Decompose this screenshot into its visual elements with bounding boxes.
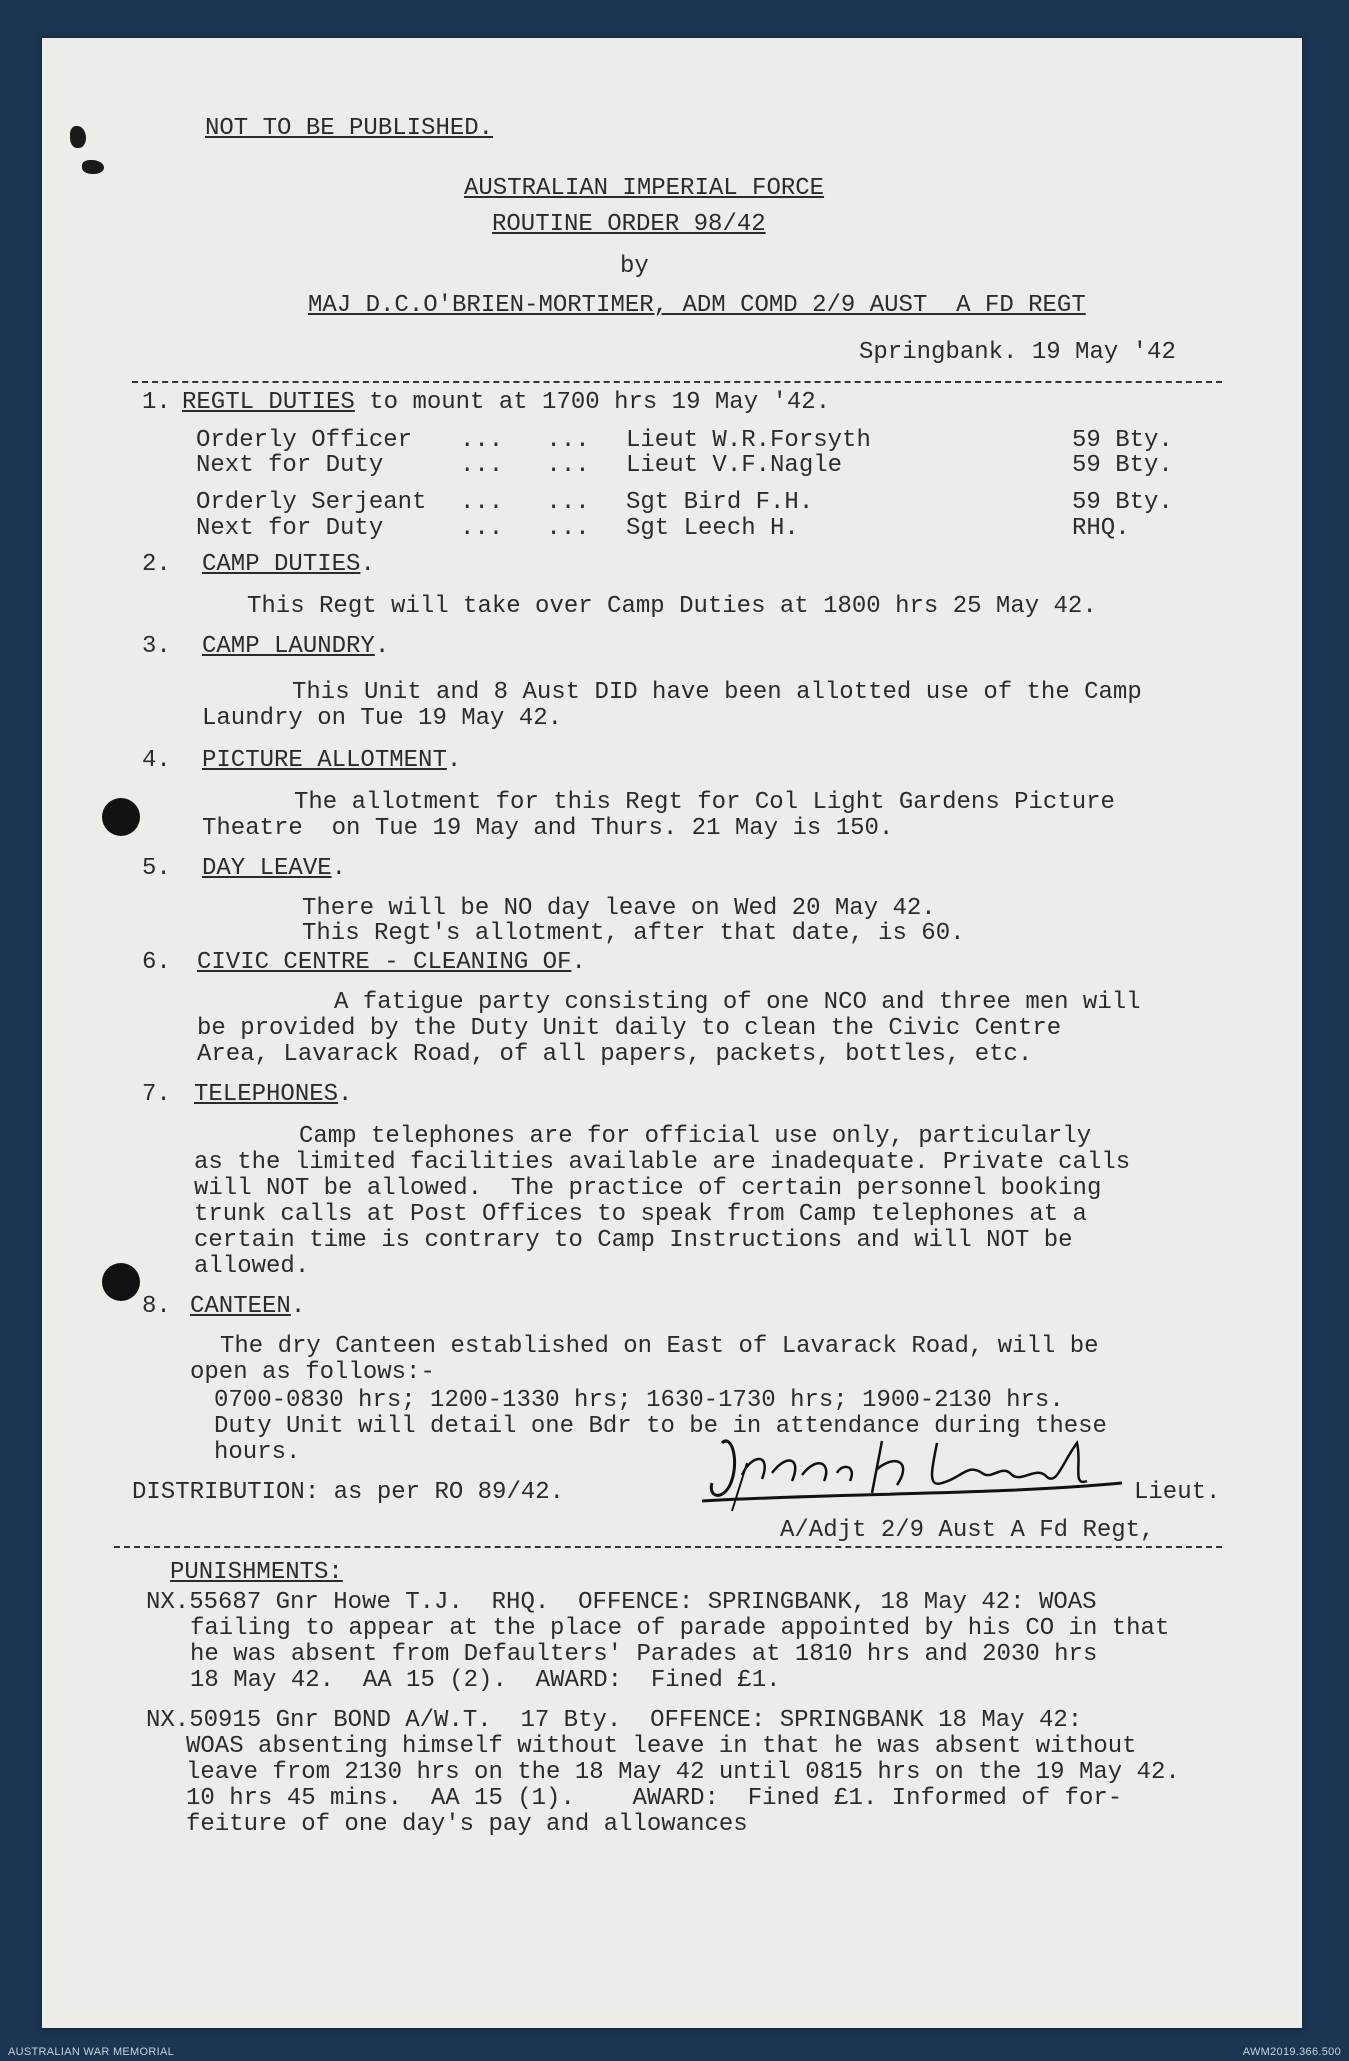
body-line: certain time is contrary to Camp Instructions and will NOT be	[194, 1227, 1073, 1254]
place-date: Springbank. 19 May '42	[859, 339, 1176, 366]
body-line: will NOT be allowed. The practice of certain personnel booking	[194, 1175, 1102, 1202]
heading-tail: .	[290, 1293, 306, 1320]
section-heading: CAMP DUTIES	[202, 551, 361, 578]
duty-name: Lieut V.F.Nagle	[626, 452, 843, 479]
punishment-line: feiture of one day's pay and allowances	[186, 1811, 748, 1838]
duty-unit: RHQ.	[1072, 515, 1130, 542]
section-number: 8.	[142, 1293, 171, 1320]
body-line: trunk calls at Post Offices to speak from Camp telephones at a	[194, 1201, 1087, 1228]
punishment-line: WOAS absenting himself without leave in that he was absent without	[186, 1733, 1137, 1760]
section-1-heading	[182, 390, 830, 416]
punishment-line: NX.55687 Gnr Howe T.J. RHQ. OFFENCE: SPRINGBANK, 18 May 42: WOAS	[146, 1589, 1097, 1616]
punishment-line: 18 May 42. AA 15 (2). AWARD: Fined £1.	[190, 1667, 781, 1694]
document-title: AUSTRALIAN IMPERIAL FORCE	[464, 175, 825, 202]
signature-divider	[114, 1546, 1222, 1548]
duty-role: Next for Duty	[196, 452, 384, 479]
body-line: Area, Lavarack Road, of all papers, packets, bottles, etc.	[197, 1041, 1033, 1068]
section-number: 4.	[142, 747, 171, 774]
section-8-heading	[190, 1294, 305, 1320]
footer-credit: AUSTRALIAN WAR MEMORIAL	[8, 2046, 175, 2058]
commander-line: MAJ D.C.O'BRIEN-MORTIMER, ADM COMD 2/9 AUST A FD REGT	[308, 292, 1086, 319]
body-line: The allotment for this Regt for Col Light Gardens Picture	[294, 789, 1115, 816]
duty-role: Orderly Officer	[196, 427, 413, 454]
section-number: 2.	[142, 551, 171, 578]
section-number: 5.	[142, 855, 171, 882]
duty-dots: ... ...	[460, 427, 590, 454]
section-number: 6.	[142, 949, 171, 976]
heading-tail: .	[571, 949, 586, 976]
section-heading: CANTEEN	[190, 1293, 291, 1320]
punishment-line: leave from 2130 hrs on the 18 May 42 until 0815 hrs on the 19 May 42.	[186, 1759, 1180, 1786]
section-heading: REGTL DUTIES	[182, 389, 355, 416]
heading-tail: .	[338, 1081, 353, 1108]
duty-name: Sgt Bird F.H.	[626, 489, 814, 516]
duty-name: Sgt Leech H.	[626, 515, 799, 542]
heading-tail: .	[360, 551, 375, 578]
section-3-heading	[202, 634, 389, 660]
duty-role: Orderly Serjeant	[196, 489, 427, 516]
section-6-heading	[197, 950, 586, 976]
document-page	[42, 38, 1302, 2028]
signatory-rank: Lieut.	[1134, 1479, 1221, 1506]
not-published-note: NOT TO BE PUBLISHED.	[205, 115, 494, 142]
section-heading: CIVIC CENTRE - CLEANING OF	[197, 949, 572, 976]
body-line: Duty Unit will detail one Bdr to be in attendance during these	[214, 1413, 1107, 1440]
duty-unit: 59 Bty.	[1072, 452, 1173, 479]
section-2-heading	[202, 552, 375, 578]
section-number: 3.	[142, 633, 171, 660]
section-heading: DAY LEAVE	[202, 855, 332, 882]
duty-name: Lieut W.R.Forsyth	[626, 427, 871, 454]
heading-tail: .	[331, 855, 347, 882]
heading-tail: .	[446, 747, 462, 774]
body-line: Laundry on Tue 19 May 42.	[202, 705, 563, 732]
body-line: hours.	[214, 1439, 301, 1466]
signatory-title: A/Adjt 2/9 Aust A Fd Regt,	[780, 1517, 1155, 1544]
body-line: allowed.	[194, 1253, 310, 1280]
punishment-line: 10 hrs 45 mins. AA 15 (1). AWARD: Fined £1. Informed of for-	[186, 1785, 1123, 1812]
punishment-line: failing to appear at the place of parade appointed by his CO in that	[190, 1615, 1170, 1642]
body-line: There will be NO day leave on Wed 20 May 42.	[302, 895, 936, 922]
section-heading: PICTURE ALLOTMENT	[202, 747, 447, 774]
duty-unit: 59 Bty.	[1072, 489, 1173, 516]
header-divider	[132, 381, 1222, 383]
section-4-heading	[202, 748, 461, 774]
section-number: 7.	[142, 1081, 171, 1108]
duty-dots: ... ...	[460, 489, 590, 516]
punishment-line: he was absent from Defaulters' Parades at 1810 hrs and 2030 hrs	[190, 1641, 1098, 1668]
body-line: open as follows:-	[190, 1359, 435, 1386]
signature-mark	[692, 1423, 1132, 1513]
body-line: This Regt will take over Camp Duties at 1800 hrs 25 May 42.	[247, 593, 1097, 620]
section-5-heading	[202, 856, 346, 882]
body-line: as the limited facilities available are inadequate. Private calls	[194, 1149, 1131, 1176]
body-line: 0700-0830 hrs; 1200-1330 hrs; 1630-1730 hrs; 1900-2130 hrs.	[214, 1387, 1064, 1414]
by-line: by	[620, 253, 649, 280]
section-number: 1.	[142, 389, 171, 416]
punishments-heading: PUNISHMENTS:	[170, 1559, 343, 1586]
section-heading: CAMP LAUNDRY	[202, 633, 375, 660]
section-heading: TELEPHONES	[194, 1081, 339, 1108]
footer-accession-number: AWM2019.366.500	[1242, 2046, 1341, 2058]
heading-tail: .	[374, 633, 390, 660]
body-line: Camp telephones are for official use only, particularly	[299, 1123, 1092, 1150]
duty-dots: ... ...	[460, 452, 590, 479]
section-7-heading	[194, 1082, 352, 1108]
body-line: be provided by the Duty Unit daily to clean the Civic Centre	[197, 1015, 1062, 1042]
body-line: This Unit and 8 Aust DID have been allotted use of the Camp	[292, 679, 1142, 706]
section-heading-rest: to mount at 1700 hrs 19 May '42.	[354, 389, 831, 416]
body-line: This Regt's allotment, after that date, is 60.	[302, 920, 965, 947]
duty-role: Next for Duty	[196, 515, 384, 542]
duty-unit: 59 Bty.	[1072, 427, 1173, 454]
body-line: A fatigue party consisting of one NCO and three men will	[334, 989, 1141, 1016]
routine-order-text	[42, 38, 1302, 2028]
body-line: Theatre on Tue 19 May and Thurs. 21 May is 150.	[202, 815, 894, 842]
body-line: The dry Canteen established on East of Lavarack Road, will be	[220, 1333, 1099, 1360]
duty-dots: ... ...	[460, 515, 590, 542]
order-number: ROUTINE ORDER 98/42	[492, 211, 766, 238]
distribution-line: DISTRIBUTION: as per RO 89/42.	[132, 1479, 565, 1506]
punishment-line: NX.50915 Gnr BOND A/W.T. 17 Bty. OFFENCE: SPRINGBANK 18 May 42:	[146, 1707, 1083, 1734]
